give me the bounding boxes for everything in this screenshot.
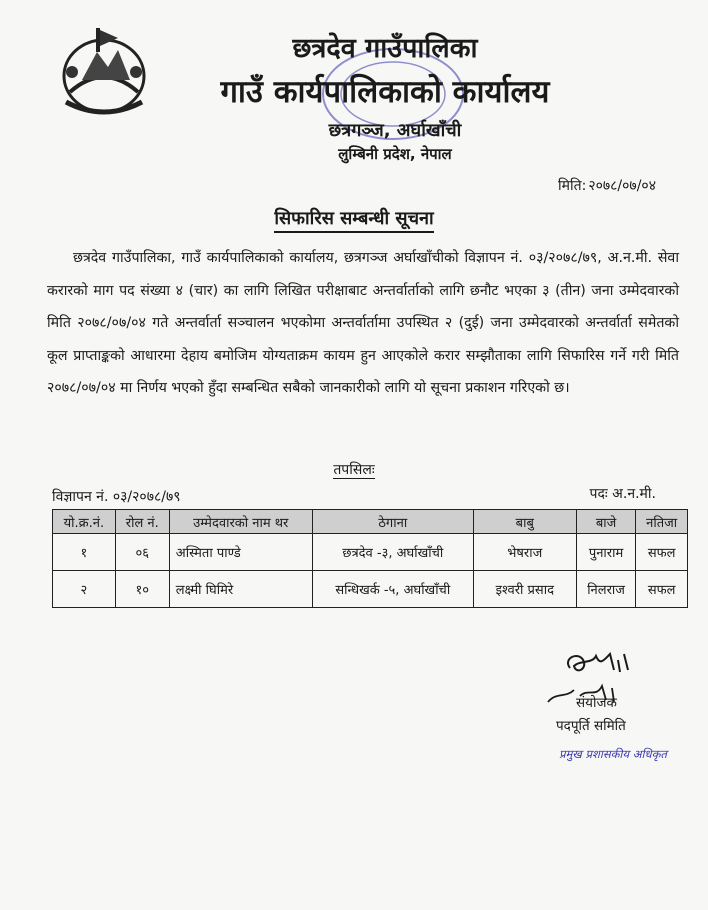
cell-name: अस्मिता पाण्डे bbox=[169, 534, 312, 571]
header-province: लुम्बिनी प्रदेश, नेपाल bbox=[338, 145, 452, 163]
notice-title bbox=[0, 206, 708, 230]
col-roll: रोल नं. bbox=[115, 510, 169, 534]
header-location: छत्रगञ्ज, अर्घाखाँची bbox=[328, 120, 462, 141]
col-grandfather: बाजे bbox=[576, 510, 636, 534]
notice-title-text: सिफारिस सम्बन्धी सूचना bbox=[274, 208, 433, 233]
details-label: तपसिलः bbox=[333, 462, 375, 478]
cell-father: इश्वरी प्रसाद bbox=[473, 571, 576, 608]
officer-stamp: प्रमुख प्रशासकीय अधिकृत bbox=[559, 747, 667, 761]
signatory-committee: पदपूर्ति समिति bbox=[556, 718, 626, 734]
header-municipality: छत्रदेव गाउँपालिका bbox=[292, 33, 478, 64]
cell-grandfather: पुनाराम bbox=[576, 534, 636, 571]
cell-result: सफल bbox=[636, 571, 688, 608]
cell-address: छत्रदेव -३, अर्घाखाँची bbox=[312, 534, 473, 571]
col-father: बाबु bbox=[473, 510, 576, 534]
government-emblem-icon bbox=[52, 22, 156, 126]
details-heading bbox=[0, 460, 708, 479]
cell-result: सफल bbox=[636, 534, 688, 571]
cell-address: सन्धिखर्क -५, अर्घाखाँची bbox=[312, 571, 473, 608]
signatory-role: संयोजक bbox=[576, 695, 617, 711]
notice-date bbox=[558, 176, 656, 195]
col-serial: यो.क्र.नं. bbox=[53, 510, 116, 534]
post-name: पदः अ.न.मी. bbox=[589, 486, 656, 502]
advertisement-number: विज्ञापन नं. ०३/२०७८/७९ bbox=[52, 489, 181, 505]
candidate-table bbox=[52, 509, 688, 608]
date-value: २०७८/०७/०४ bbox=[588, 178, 656, 194]
cell-serial: १ bbox=[53, 534, 116, 571]
date-label: मिति: bbox=[557, 178, 587, 194]
header-office: गाउँ कार्यपालिकाको कार्यालय bbox=[220, 74, 550, 110]
table-header-row bbox=[53, 510, 688, 534]
table-row bbox=[53, 571, 688, 608]
col-result: नतिजा bbox=[636, 510, 688, 534]
cell-roll: ०६ bbox=[115, 534, 169, 571]
cell-serial: २ bbox=[53, 571, 116, 608]
cell-name: लक्ष्मी घिमिरे bbox=[169, 571, 312, 608]
col-name: उम्मेदवारको नाम थर bbox=[169, 510, 312, 534]
cell-father: भेषराज bbox=[473, 534, 576, 571]
notice-body: छत्रदेव गाउँपालिका, गाउँ कार्यपालिकाको कार्यालय, छत्रगञ्ज अर्घाखाँचीको विज्ञापन नं. ०३/२०७८/७९, अ.न.मी. सेवा करारको माग पद संख्या ४ (चार) का लागि लिखित परीक्षाबाट अन्तर्वार्ताको लागि छनौट भएका ३ (तीन) जना उम्मेदवारको मिति २०७८/०७/०४ गते अन्तर्वार्ता सञ्चालन भएकोमा अन्तर्वार्तामा उपस्थित २ (दुई) जना उम्मेदवारको अन्तर्वार्ता समेतको कूल प्राप्ताङ्कको आधारमा देहाय बमोजिम योग्यताक्रम कायम हुन आएकोले करार सम्झौताका लागि सिफारिस गर्ने गरी मिति २०७८/०७/०४ मा निर्णय भएको हुँदा सम्बन्धित सबैको जानकारीको लागि यो सूचना प्रकाशन गरिएको छ। bbox=[47, 250, 679, 396]
cell-roll: १० bbox=[115, 571, 169, 608]
col-address: ठेगाना bbox=[312, 510, 473, 534]
table-row bbox=[53, 534, 688, 571]
cell-grandfather: निलराज bbox=[576, 571, 636, 608]
